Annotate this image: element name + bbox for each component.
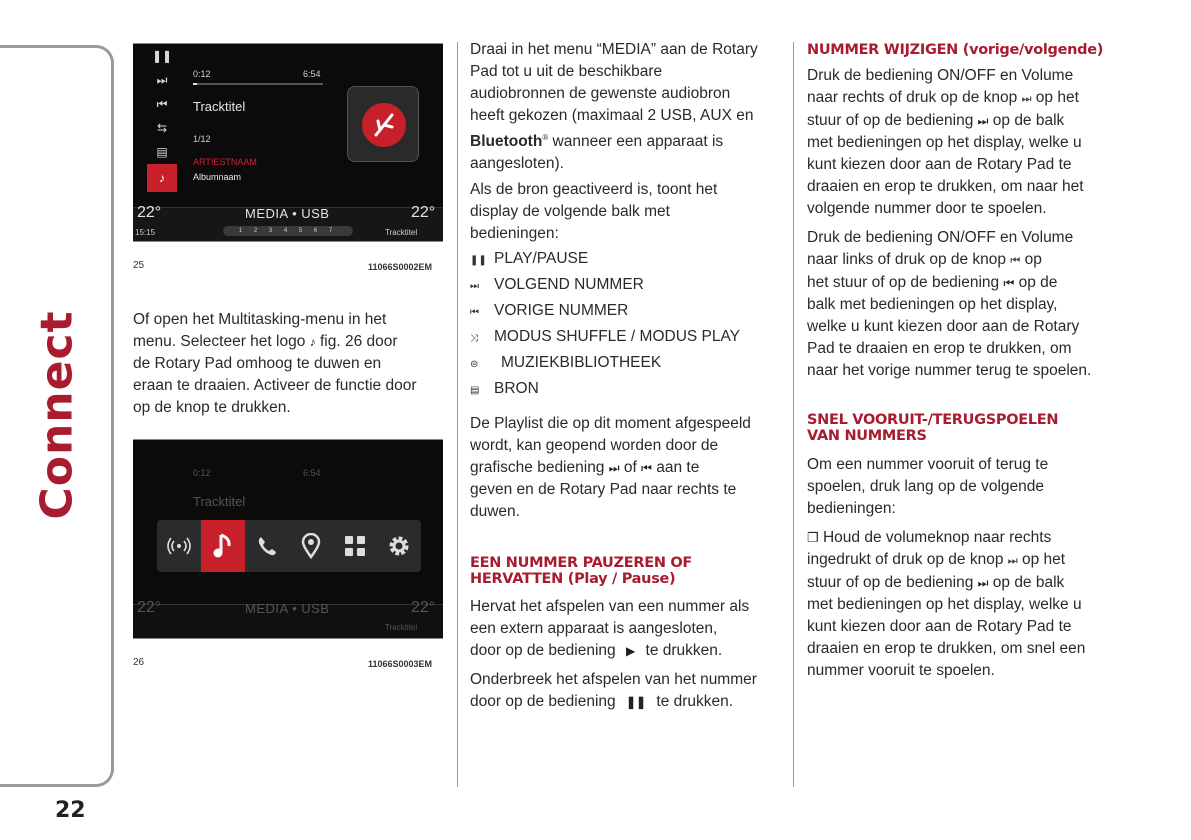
shuffle-icon[interactable]: ⇆ (156, 121, 168, 135)
artist-name: ARTIESTNAAM (193, 157, 257, 167)
library-icon: ⊜ (470, 359, 479, 370)
previous-track-icon: ⏮ (1003, 276, 1015, 290)
text-line: naar links of druk op de knop (807, 251, 1007, 268)
text-line: op het (1035, 89, 1079, 106)
text-line: eraan te draaien. Activeer de functie door (133, 377, 417, 394)
temp-right: 22° (411, 599, 436, 616)
pause-paragraph (470, 669, 785, 713)
text-line: Houd de volumeknop naar rechts (822, 529, 1052, 546)
music-icon: ♪ (309, 335, 316, 349)
text-line: of (623, 459, 637, 476)
heading-line: EEN NUMMER PAUZEREN OF (470, 555, 693, 571)
figure-number: 25 (133, 260, 145, 271)
text-line: volgende nummer door te spoelen. (807, 200, 1047, 217)
text-line: Als de bron geactiveerd is, toont het (470, 181, 718, 198)
pause-icon: ❚❚ (470, 255, 487, 266)
list-item (470, 352, 661, 376)
text-line: stuur of op de bediening (807, 112, 974, 129)
next-track-icon: ⏭ (977, 576, 989, 590)
text-line: wanneer een apparaat is (552, 133, 724, 151)
heading-line: SNEL VOORUIT-/TERUGSPOELEN (807, 412, 1059, 428)
temp-right: 22° (411, 204, 436, 221)
shuffle-icon: ⤨ (470, 333, 478, 344)
section-heading: NUMMER WIJZIGEN (vorige/volgende) (807, 42, 1104, 58)
track-title: Tracktitel (193, 494, 246, 509)
source-icon: ▤ (470, 385, 480, 396)
text-line: audiobronnen de gewenste audiobron (470, 85, 731, 102)
text-line: kunt kiezen door aan de Rotary Pad te (807, 618, 1072, 635)
next-track-paragraph (807, 65, 1127, 220)
navigation-button[interactable] (289, 520, 333, 572)
list-item-label: VOLGEND NUMMER (494, 276, 644, 293)
previous-track-paragraph (807, 227, 1127, 382)
pause-icon[interactable]: ❚❚ (151, 49, 173, 63)
progress-fill (193, 83, 197, 85)
text-line: met bedieningen op het display, welke u (807, 596, 1082, 613)
settings-icon (387, 534, 411, 558)
figure-code: 11066S0002EM (368, 262, 433, 272)
temp-left: 22° (137, 204, 162, 221)
text-line: op de balk (992, 112, 1065, 129)
text-line: Hervat het afspelen van een nummer als (470, 598, 750, 615)
track-title: Tracktitel (193, 99, 246, 114)
music-source-icon[interactable]: ♪ (147, 164, 177, 192)
registered-mark: ® (542, 133, 549, 142)
text-line: op (1024, 251, 1042, 268)
apps-icon (344, 535, 366, 557)
text-line: met bedieningen op het display, welke u (807, 134, 1082, 151)
text-line: draaien en erop te drukken, om snel een (807, 640, 1086, 657)
multitasking-paragraph (133, 309, 445, 419)
radio-button[interactable] (157, 520, 201, 572)
text-line: stuur of op de bediening (807, 574, 974, 591)
text-line: fig. 26 door (319, 333, 398, 350)
phone-icon (256, 535, 278, 557)
text-line: grafische bediening (470, 459, 605, 476)
chapter-label: Connect (31, 310, 83, 520)
text-line: bedieningen: (807, 500, 896, 517)
list-item (470, 378, 539, 402)
fast-forward-intro-paragraph (807, 454, 1127, 520)
usb-icon (348, 87, 420, 163)
list-item-label: VORIGE NUMMER (494, 302, 629, 319)
bottom-track-title: Tracktitel (385, 228, 418, 237)
text-line: het stuur of op de bediening (807, 274, 1000, 291)
media-menu-paragraph (470, 39, 785, 175)
bullet-icon: ❐ (807, 530, 819, 545)
settings-button[interactable] (377, 520, 421, 572)
source-active-paragraph (470, 179, 785, 245)
next-track-icon: ⏭ (470, 281, 479, 292)
text-line: op de balk (992, 574, 1065, 591)
section-heading (470, 555, 785, 587)
list-item (470, 274, 644, 298)
list-item (470, 248, 588, 272)
list-item-label: MUZIEKBIBLIOTHEEK (501, 354, 662, 371)
text-line: de Rotary Pad omhoog te duwen en (133, 355, 382, 372)
clock: 15:15 (135, 228, 156, 237)
next-track-icon: ⏭ (977, 114, 989, 128)
progress-bar[interactable] (193, 83, 323, 85)
text-line: ingedrukt of druk op de knop (807, 551, 1004, 568)
column-divider-1 (457, 42, 458, 787)
text-line: draaien en erop te drukken, om naar het (807, 178, 1084, 195)
text-line: naar rechts of druk op de knop (807, 89, 1018, 106)
heading-line: VAN NUMMERS (807, 428, 927, 444)
album-art (347, 86, 419, 162)
next-track-icon[interactable]: ⏭ (156, 72, 168, 87)
text-line: Druk de bediening ON/OFF en Volume (807, 67, 1074, 84)
track-index: 1/12 (193, 134, 211, 144)
text-line: De Playlist die op dit moment afgespeeld (470, 415, 751, 432)
text-line: te drukken. (645, 642, 723, 659)
steering-previous-icon: ⏮ (1010, 255, 1021, 267)
playlist-paragraph (470, 413, 785, 523)
text-line: duwen. (470, 503, 520, 520)
text-line: spoelen, druk lang op de volgende (807, 478, 1044, 495)
multitasking-screen-figure (133, 439, 443, 639)
text-line: op de (1018, 274, 1058, 291)
text-line: Pad tot u uit de beschikbare (470, 63, 663, 80)
previous-track-icon: ⏮ (470, 307, 479, 318)
media-screen-figure (133, 43, 443, 242)
pause-icon: ❚❚ (625, 695, 647, 709)
text-line: door op de bediening (470, 693, 616, 710)
text-line: Onderbreek het afspelen van het nummer (470, 671, 757, 688)
music-icon (212, 532, 234, 560)
text-line: display de volgende balk met (470, 203, 670, 220)
text-line: door op de bediening (470, 642, 616, 659)
text-line: kunt kiezen door aan de Rotary Pad te (807, 156, 1072, 173)
list-item (470, 326, 740, 350)
music-button[interactable] (201, 520, 245, 572)
bluetooth-term: Bluetooth (470, 133, 543, 151)
text-line: aan te (656, 459, 700, 476)
text-line: aangesloten). (470, 155, 564, 173)
text-line: menu. Selecteer het logo (133, 333, 306, 350)
column-divider-2 (793, 42, 794, 787)
text-line: Of open het Multitasking-menu in het (133, 311, 387, 328)
fast-forward-paragraph (807, 527, 1127, 682)
apps-button[interactable] (333, 520, 377, 572)
list-item-label: MODUS SHUFFLE / MODUS PLAY (494, 328, 741, 345)
text-line: Pad te draaien en erop te drukken, om (807, 340, 1072, 357)
list-item-label: BRON (494, 380, 539, 397)
text-line: geven en de Rotary Pad naar rechts te (470, 481, 737, 498)
text-line: wordt, kan geopend worden door de (470, 437, 719, 454)
page-number: 22 (55, 798, 86, 823)
bottom-track-title: Tracktitel (385, 623, 418, 632)
heading-line: HERVATTEN (Play / Pause) (470, 571, 676, 587)
section-heading (807, 412, 1127, 444)
text-line: heeft gekozen (maximaal 2 USB, AUX en (470, 107, 754, 124)
track-strip[interactable]: 1 2 3 4 5 6 7 (223, 226, 353, 236)
navigation-icon (301, 533, 321, 559)
library-icon[interactable]: ▤ (156, 145, 168, 159)
text-line: nummer vooruit te spoelen. (807, 662, 995, 679)
total-time: 6:54 (303, 468, 321, 478)
elapsed-time: 0:12 (193, 468, 211, 478)
text-line: te drukken. (656, 693, 734, 710)
screen-sidebar (147, 44, 177, 192)
multitasking-menu (157, 520, 421, 572)
figure-code: 11066S0003EM (368, 659, 433, 669)
phone-button[interactable] (245, 520, 289, 572)
text-line: welke u kunt kiezen door aan de Rotary (807, 318, 1080, 335)
source-label: MEDIA • USB (245, 206, 330, 221)
text-line: balk met bedieningen op het display, (807, 296, 1058, 313)
text-line: Om een nummer vooruit of terug te (807, 456, 1049, 473)
text-line: naar het vorige nummer terug te spoelen. (807, 362, 1092, 379)
list-item-label: PLAY/PAUSE (494, 250, 589, 267)
text-line: op het (1022, 551, 1066, 568)
elapsed-time: 0:12 (193, 69, 211, 79)
total-time: 6:54 (303, 69, 321, 79)
next-track-icon: ⏭ (608, 461, 620, 475)
bottom-bar (133, 599, 443, 638)
text-line: Druk de bediening ON/OFF en Volume (807, 229, 1074, 246)
text-line: Draai in het menu “MEDIA” aan de Rotary (470, 41, 758, 58)
text-line: een extern apparaat is aangesloten, (470, 620, 718, 637)
bottom-bar (133, 204, 443, 241)
resume-paragraph (470, 596, 785, 662)
text-line: op de knop te drukken. (133, 399, 291, 416)
steering-next-icon: ⏭ (1007, 555, 1018, 567)
previous-track-icon[interactable]: ⏮ (156, 96, 168, 111)
steering-next-icon: ⏭ (1021, 93, 1032, 105)
play-icon: ▶ (625, 644, 636, 658)
previous-track-icon: ⏮ (641, 461, 652, 475)
list-item (470, 300, 628, 324)
source-label: MEDIA • USB (245, 601, 330, 616)
temp-left: 22° (137, 599, 162, 616)
radio-icon (167, 536, 191, 556)
figure-number: 26 (133, 657, 145, 668)
album-name: Albumnaam (193, 172, 242, 182)
text-line: bedieningen: (470, 225, 559, 242)
